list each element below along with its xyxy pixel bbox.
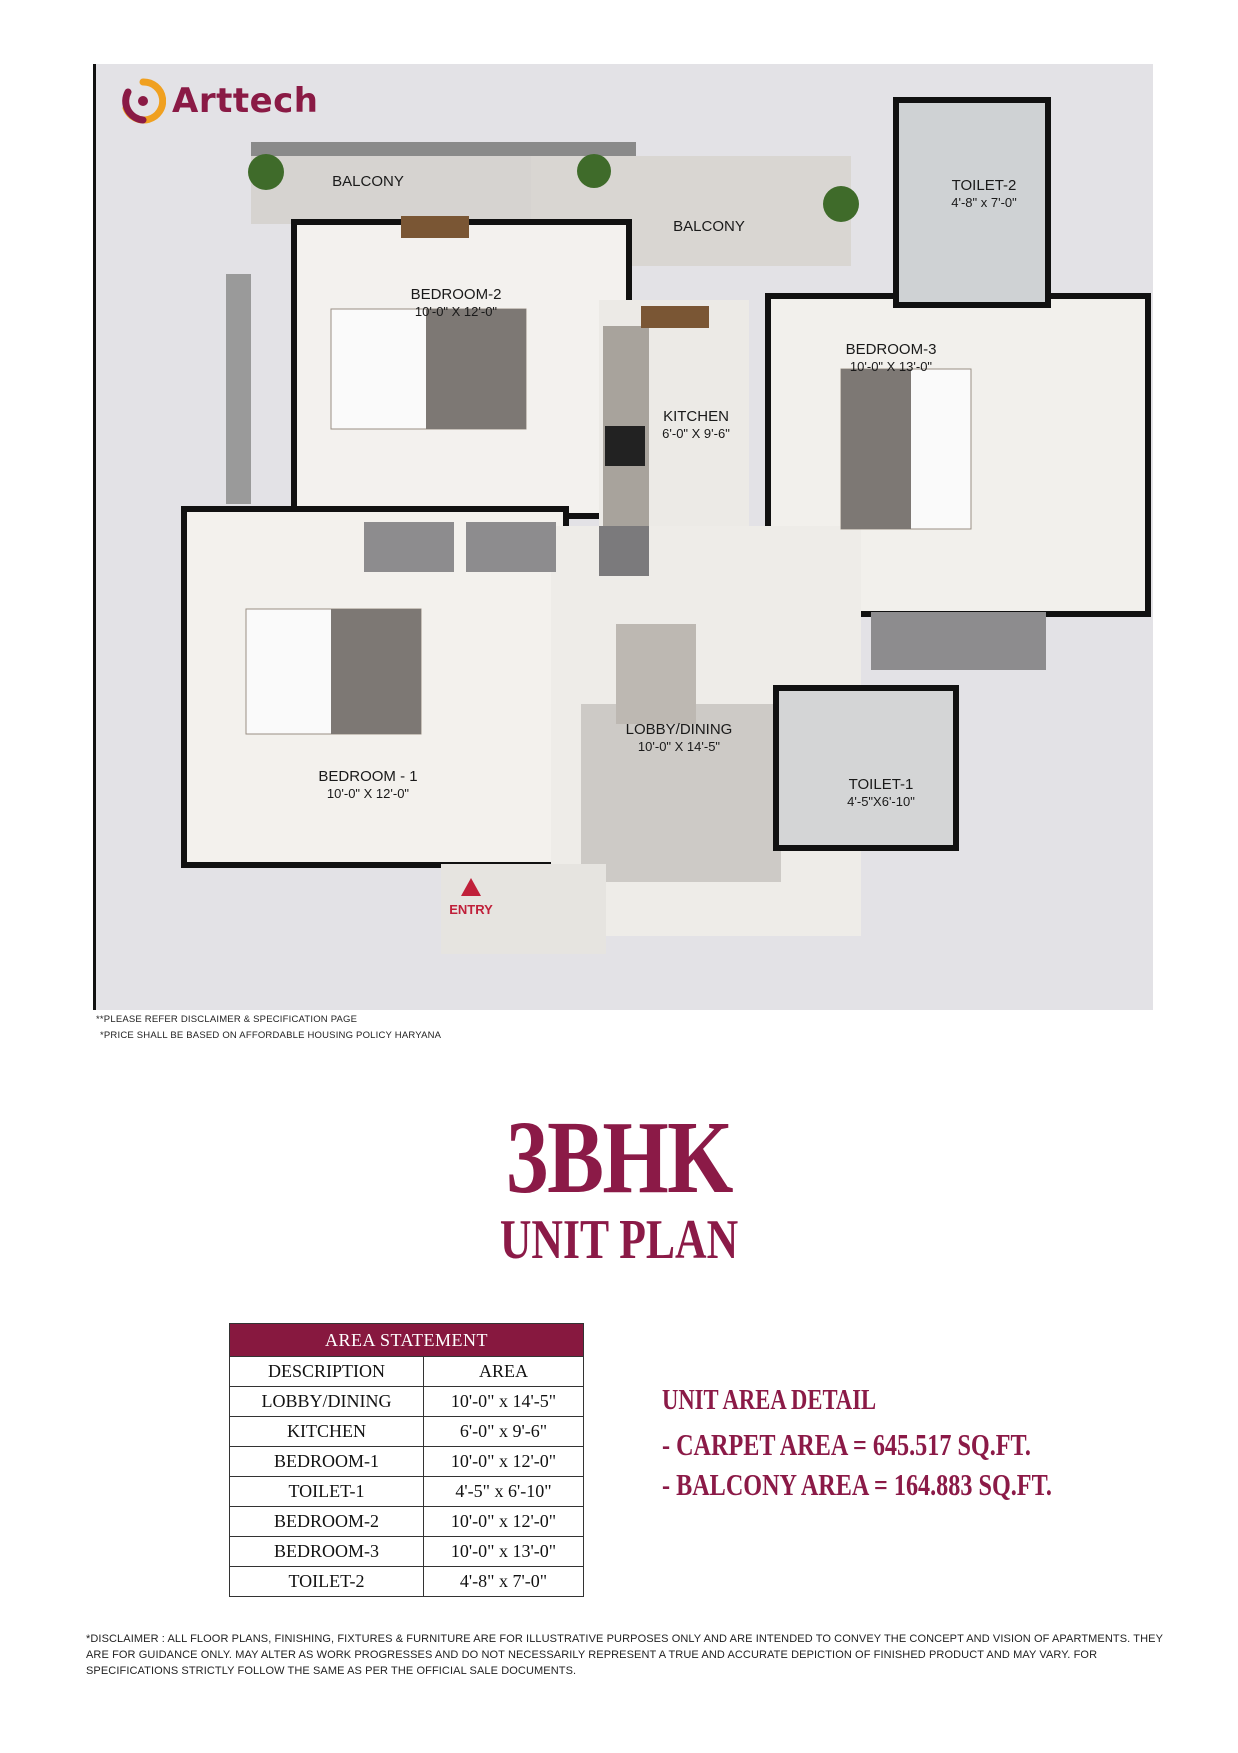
room-label: TOILET-1 bbox=[848, 776, 914, 793]
area-statement-heading: AREA STATEMENT bbox=[230, 1324, 584, 1357]
plant bbox=[823, 186, 859, 222]
row-area: 10'-0" x 13'-0" bbox=[424, 1537, 584, 1567]
row-area: 4'-5" x 6'-10" bbox=[424, 1477, 584, 1507]
row-description: BEDROOM-1 bbox=[230, 1447, 424, 1477]
balcony-railing bbox=[251, 142, 636, 156]
row-description: TOILET-1 bbox=[230, 1477, 424, 1507]
row-description: BEDROOM-3 bbox=[230, 1537, 424, 1567]
fridge bbox=[599, 526, 649, 576]
brand-logo bbox=[120, 78, 319, 124]
room-label: BALCONY bbox=[332, 173, 404, 190]
table-row bbox=[230, 1417, 584, 1447]
room-dimension: 10'-0" X 13'-0" bbox=[849, 359, 933, 374]
table-row bbox=[230, 1387, 584, 1417]
room-label: BEDROOM-2 bbox=[410, 286, 502, 303]
bed-throw bbox=[426, 309, 526, 429]
table-row bbox=[230, 1447, 584, 1477]
wardrobe bbox=[871, 612, 1046, 670]
row-description: KITCHEN bbox=[230, 1417, 424, 1447]
bed-throw bbox=[331, 609, 421, 734]
row-description: TOILET-2 bbox=[230, 1567, 424, 1597]
balcony-railing bbox=[226, 274, 251, 504]
room-label: BALCONY bbox=[673, 218, 745, 235]
table-row bbox=[230, 1477, 584, 1507]
brand-name: Arttech bbox=[172, 81, 319, 121]
room-label: BEDROOM - 1 bbox=[318, 768, 418, 785]
entry-label: ENTRY bbox=[449, 902, 493, 917]
room-dimension: 10'-0" X 12'-0" bbox=[414, 304, 498, 319]
unit-area-detail bbox=[662, 1383, 1162, 1505]
dining-table bbox=[616, 624, 696, 724]
note-refer-disclaimer: **PLEASE REFER DISCLAIMER & SPECIFICATION PAGE bbox=[96, 1014, 358, 1025]
bed-throw bbox=[841, 369, 911, 529]
window bbox=[401, 216, 469, 238]
room-dimension: 10'-0" X 14'-5" bbox=[637, 739, 721, 754]
row-area: 6'-0" x 9'-6" bbox=[424, 1417, 584, 1447]
toilet-1 bbox=[776, 688, 956, 848]
room-dimension: 4'-5"X6'-10" bbox=[847, 794, 915, 809]
page-title: 3BHK bbox=[506, 1100, 732, 1215]
room-dimension: 6'-0" X 9'-6" bbox=[662, 426, 730, 441]
balcony-area-line: - BALCONY AREA = 164.883 SQ.FT. bbox=[662, 1467, 1052, 1502]
floor-plan-drawing bbox=[96, 64, 1153, 1010]
unit-area-detail-title: UNIT AREA DETAIL bbox=[662, 1384, 877, 1416]
row-area: 10'-0" x 12'-0" bbox=[424, 1447, 584, 1477]
row-area: 4'-8" x 7'-0" bbox=[424, 1567, 584, 1597]
area-statement-table bbox=[229, 1323, 584, 1597]
note-price-policy: *PRICE SHALL BE BASED ON AFFORDABLE HOUSING POLICY HARYANA bbox=[100, 1030, 442, 1041]
room-dimension: 4'-8" x 7'-0" bbox=[951, 195, 1017, 210]
wardrobe bbox=[364, 522, 454, 572]
wardrobe bbox=[466, 522, 556, 572]
row-description: BEDROOM-2 bbox=[230, 1507, 424, 1537]
plant bbox=[577, 154, 611, 188]
disclaimer: *DISCLAIMER : ALL FLOOR PLANS, FINISHING, FIXTURES & FURNITURE ARE FOR ILLUSTRATIVE PURPOSES ONLY AND ARE INTENDED TO CONVEY THE CONCEPT AND VISION OF APARTMENTS. THEY ARE FOR GUIDANCE ONLY. MAY ALTER AS WORK PROGRESSES AND DO NOT NECESSARILY REPRESENT A TRUE AND ACCURATE DEPICTION OF FINISHED PRODUCT AND MAY VARY. FOR SPECIFICATIONS STRICTLY FOLLOW THE SAME AS PER THE OFFICIAL SALE DOCUMENTS. bbox=[86, 1633, 1163, 1677]
window bbox=[641, 306, 709, 328]
row-description: LOBBY/DINING bbox=[230, 1387, 424, 1417]
column-header-description: DESCRIPTION bbox=[230, 1357, 424, 1387]
arttech-logo-icon bbox=[120, 78, 166, 124]
row-area: 10'-0" x 14'-5" bbox=[424, 1387, 584, 1417]
row-area: 10'-0" x 12'-0" bbox=[424, 1507, 584, 1537]
floor-plan bbox=[93, 64, 1153, 1010]
cooktop bbox=[605, 426, 645, 466]
table-row bbox=[230, 1537, 584, 1567]
room-label: TOILET-2 bbox=[951, 177, 1017, 194]
carpet-area-line: - CARPET AREA = 645.517 SQ.FT. bbox=[662, 1427, 1031, 1462]
table-row bbox=[230, 1507, 584, 1537]
title-block bbox=[0, 1100, 1238, 1271]
room-label: LOBBY/DINING bbox=[625, 721, 733, 738]
room-label: BEDROOM-3 bbox=[845, 341, 937, 358]
column-header-area: AREA bbox=[424, 1357, 584, 1387]
room-dimension: 10'-0" X 12'-0" bbox=[326, 786, 410, 801]
table-row bbox=[230, 1567, 584, 1597]
plant bbox=[248, 154, 284, 190]
page-subtitle: UNIT PLAN bbox=[499, 1209, 739, 1271]
room-label: KITCHEN bbox=[663, 408, 729, 425]
